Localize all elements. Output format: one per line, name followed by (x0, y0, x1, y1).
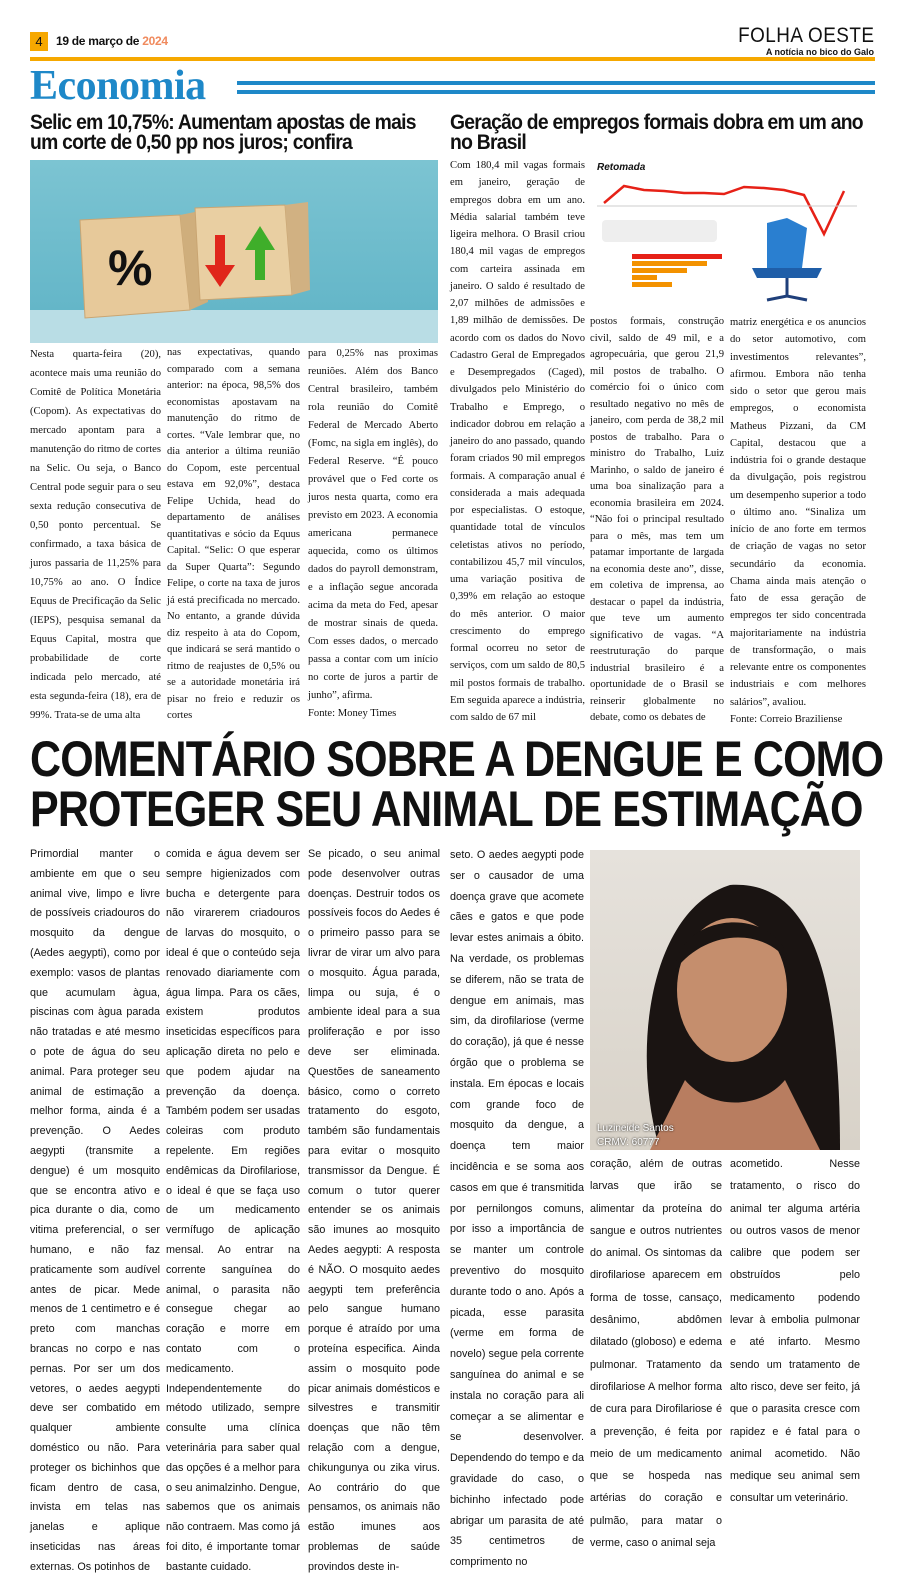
article1-column: para 0,25% nas proximas reuniões. Além dos Banco Central brasileiro, também rola reunião do Comitê Federal de Mercado Aberto (Fomc, na sigla em inglês), do Federal Reserve. “É pouco provável que o Fed corte os juros nesta quarta, como era previsto em 2023. A economia americana permanece aquecida, como os últimos dados do payroll demonstram, e a inflação segue ancorada acima da meta do Fed, apesar de mostrar sinais de queda. Com esses dados, o mercado passa a contar com um início no corte de juros a partir de junho”, afirma. (308, 348, 438, 701)
article2-column-wrap (590, 314, 724, 727)
header-divider (30, 57, 875, 61)
headline-line: PROTEGER SEU ANIMAL DE ESTIMAÇÃO (30, 781, 863, 837)
article2-column: Com 180,4 mil vagas formais em janeiro, geração de empregos dobra em um ano. Média salarial também teve ligeira melhora. O Brasil criou 180,4 mil vagas de empregos com carteira assinada em janeiro. O saldo é resultado de 2,07 milhões de admissões e 1,89 milhão de demissões. De acordo com os dados do Novo Cadastro Geral de Empregados e Desempregados (Caged), divulgados pelo Ministério do Trabalho e Emprego, o indicador dobrou em relação a janeiro do ano passado, quando foram criados 90 mil empregos formais. A comparação anual é considerada a mais adequada por especialistas. O estoque, quantidade total de vínculos celetistas ativos no período, contabilizou 45,7 mil vínculos, uma variação positiva de 0,39% em relação ao estoque do mês anterior. O maior crescimento do emprego formal ocorreu no setor de serviços, com um saldo de 80,5 mil postos formais de trabalho. Em seguida aparece a indústria, com saldo de 67 mil (450, 160, 585, 723)
article1-column: nas expectativas, quando comparado com a semana anterior: na época, 98,5% dos economistas apostavam na manutenção do ritmo de cortes. “Vale lembrar que, no dia anterior a última reunião do Copom, este percentual estava em 92,0%”, destaca Felipe Uchida, head do departamento de análises quantitativas e sócio da Equus Capital. “Selic: O que esperar da Super Quarta”: Segundo Felipe, o corte na taxa de juros já está precificada no mercado. No entanto, a grande dúvida diz respeito à ata do Copom, que indicará se será mantido o ritmo de reajustes de 0,5% ou se a autoridade monetária irá pisar no freio e reduzir os cortes (167, 347, 300, 721)
article3-column: Primordial manter o ambiente em que o seu animal vive, limpo e livre de possíveis criadouros do mosquito da dengue (Aedes aegypti), como por exemplo: vasos de plantas que acumulam àgua, piscinas com àgua parada não tratadas e até mesmo o pote de água do seu animal. Para proteger seu animal de estimação a melhor forma, ainda é a prevenção. O Aedes aegypti (transmite a dengue) é um mosquito que se encontra ativo e pica durante o dia, como vitima preferencial, o ser humano, e não faz praticamente som audível antes de picar. Mede menos de 1 centimetro e é preto com manchas brancas no corpo e nas pernas. Por ser um dos vetores, o aedes aegypti deve ser combatido em qualquer ambiente doméstico ou não. Para proteger os bichinhos que ficam dentro de casa, invista em telas nas janelas e aplique inseticidas nas áreas externas. Os potinhos de (30, 848, 160, 1573)
logo-title: FOLHA OESTE (737, 24, 874, 47)
newspaper-logo (723, 26, 874, 57)
article2-headline: Geração de empregos formais dobra em um ano no Brasil (450, 111, 863, 154)
caption-crmv: CRMV: 60777 (597, 1137, 660, 1148)
article1-column-wrap (167, 345, 300, 725)
article3-column: Se picado, o seu animal pode desenvolver outras doenças. Destruir todos os possíveis focos do Aedes é o primeiro passo para se livrar de virar um alvo para o mosquito. Água parada, limpa ou suja, é o ambiente ideal para a sua proliferação e por isso deve ser eliminada. Questões de saneamento básico, como o correto tratamento do esgoto, também são fundamentais para evitar o mosquito transmissor da Dengue. É comum o tutor querer entender se os animais são imunes ao mosquito Aedes aegypti: A resposta é NÃO. O mosquito aedes aegypti tem preferência pelo sangue humano porque é atraído por uma proteína especifica. Ainda assim o mosquito pode picar animais domésticos e silvestres e transmitir doenças que não têm relação com a dengue, chikungunya ou zika virus. Ao contrário do que pensamos, os animais não estão imunes aos problemas de saúde provindos deste in- (308, 848, 440, 1573)
infographic-title: Retomada (597, 162, 646, 173)
article3-column: seto. O aedes aegypti pode ser o causador de uma doença grave que acomete cães e gatos e que pode levar estes animais a óbito. Na verdade, os problemas se diferem, não se trata de dengue em animais, mas sim, da dirofilariose (verme do coração), já que é nesse órgão que o problema se instala. Em épocas e locais com grande foco de mosquito da dengue, a doença tem maior incidência e se soma aos casos em que é transmitida por pernilongos comuns, por isso a importância de se manter um controle preventivo do mosquito durante todo o ano. Após a picada, esse parasita (verme em forma de novelo) segue pela corrente sanguínea do animal e se instala no coração para ali começar a se alimentar e se desenvolver. Dependendo do tempo e da gravidade do caso, o bichinho infectado pode abrigar um parasita de até 35 centimetros de comprimento no (450, 849, 584, 1569)
percent-icon: % (108, 240, 153, 296)
office-chair-icon (767, 218, 807, 273)
article3-column: comida e água devem ser sempre higienizados com bucha e detergente para não virarerem criadouros de larvas do mosquito, o ideal é que o conteúdo seja renovado diariamente com água limpa. Para os cães, existem produtos inseticidas específicos para aplicação direta no pelo e que podem ajudar na prevenção da doença. Também podem ser usadas coleiras com produto repelente. Em regiões endêmicas da Dirofilariose, o ideal é que se faça uso de um medicamento vermífugo de aplicação mensal. Ao entrar na corrente sanguínea do animal, o parasita não consegue chegar ao coração e morre em contato com o medicamento. Independentemente do método utilizado, sempre consulte uma clínica veterinária para saber qual das opções é a melhor para o seu animalzinho. Dengue, sabemos que os animais não contraem. Mas como já foi dito, é importante tomar bastante cuidado. (166, 848, 300, 1573)
article3-column: acometido. Nesse tratamento, o risco do animal ter alguma artéria ou outros vasos de menor calibre que podem ser obstruídos pelo medicamento podendo levar à embolia pulmonar e até infarto. Mesmo sendo um tratamento de alto risco, deve ser feito, já que o parasita cresce com rapidez e é fatal para o animal acometido. Não medique seu animal sem consultar um veterinário. (730, 1158, 860, 1505)
article3-headline (30, 731, 884, 837)
page-number: 4 (30, 32, 48, 51)
photo-caption (597, 1122, 674, 1150)
percent-cubes-image (30, 160, 438, 343)
article2-column: matriz energética e os anuncios do setor automotivo, com investimentos relevantes”, afirmou. Embora não tenha sido o setor que gerou mais empregos, o economista Matheus Pizzani, da CM Capital, destacou que a indústria foi o grande destaque da divulgação, pois registrou um desempenho superior a todo o último ano. “Sinaliza um início de ano forte em termos de criação de vagas no setor secundário da economia. Chama ainda mais atenção o fato de essa geração de empregos ter sido concentrada majoritariamente na indústria de transformação, o mais relevante entre os componentes industriais e com melhores salários”, avaliou. (730, 317, 866, 708)
infographic-graphic (592, 158, 860, 310)
headline-line: COMENTÁRIO SOBRE A DENGUE E COMO (30, 731, 884, 787)
article1-column-wrap (308, 345, 438, 723)
section-title: Economia (30, 63, 206, 109)
section-rule (237, 90, 875, 94)
date-text: 19 de março de (56, 34, 143, 48)
article2-column-wrap (730, 314, 866, 728)
article1-image (30, 160, 438, 343)
section-rule (237, 81, 875, 85)
article1-column-wrap (30, 345, 161, 725)
issue-date (56, 34, 168, 48)
logo-tagline: A notícia no bico do Galo (765, 47, 874, 57)
article2-source: Fonte: Correio Braziliense (730, 713, 843, 725)
article1-source: Fonte: Money Times (308, 708, 397, 719)
article2-column: postos formais, construção civil, saldo de 49 mil, e a agropecuária, que gerou 21,9 mil postos de trabalho. O comércio foi o único com resultado negativo no mês de janeiro, com perda de 38,2 mil postos de trabalho. Para o ministro do Trabalho, Luiz Marinho, o saldo de janeiro é uma boa sinalização para a economia brasileira em 2024. “Não foi o principal resultado para o mês, mas tem um patamar importante de largada na economia deste ano”, disse, em coletiva de imprensa, ao destacar o papel da indústria, que teve um aumento significativo de vagas. “A reestruturação do parque industrial brasileiro é a oportunidade de o Brasil se reinserir globalmente no debate, como os debates de (590, 316, 724, 723)
article1-headline: Selic em 10,75%: Aumentam apostas de mais um corte de 0,50 pp nos juros; confira (30, 111, 416, 154)
article3-column: coração, além de outras larvas que irão se alimentar da proteína do sangue e outros nutrientes do animal. Os sintomas da dirofilariose aparecem em forma de tosse, cansaço, desânimo, abdômen dilatado (globoso) e edema pulmonar. Tratamento da dirofilariose A melhor forma de cura para Dirofilariose é a prevenção, é feita por meio de um medicamento que se hospeda nas artérias do coração e pulmão, para matar o verme, caso o animal seja (590, 1158, 722, 1550)
author-photo (590, 850, 860, 1150)
portrait-image (590, 850, 860, 1150)
article2-column-wrap (450, 157, 585, 726)
article1-column: Nesta quarta-feira (20), acontece mais uma reunião do Comitê de Política Monetária (Copom). As expectativas do mercado apontam para a manutenção do ritmo de cortes na Selic. Ou seja, o Banco Central pode seguir para o seu sexta redução consecutiva de 0,50 ponto percentual. Se confirmado, a taxa básica de juros passaria de 11,25% para 10,75% ao ano. O Índice Equus de Precificação da Selic (IEPS), pesquisa semanal da Equus Capital, mostra que probabilidade de corte indicada pelo mercado, até esta segunda-feira (18), era de 99%. Trata-se de uma alta (30, 349, 161, 721)
date-year: 2024 (142, 34, 168, 48)
employment-infographic (592, 158, 860, 310)
caption-name: Luzineide Santos (597, 1123, 674, 1134)
